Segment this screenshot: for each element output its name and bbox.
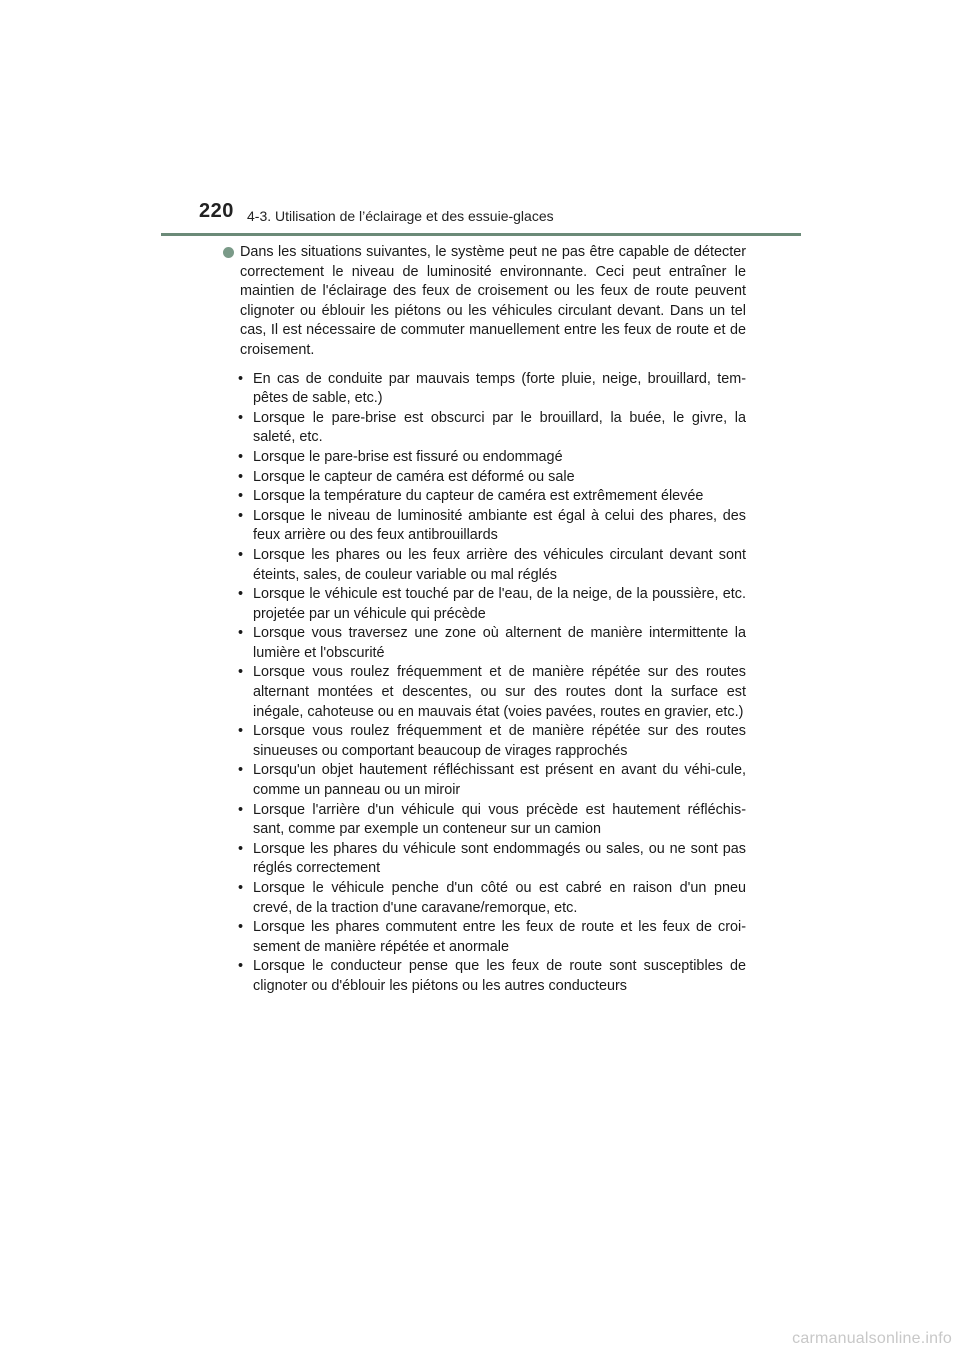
bullet-dot-icon: • [238,448,244,465]
bullet-dot-icon: • [238,546,244,563]
list-item-text: Lorsque les phares du véhicule sont endommagés ou sales, ou ne sont pas réglés correctement [253,840,746,877]
list-item-text: Lorsque le pare-brise est obscurci par le brouillard, la buée, le givre, la saleté, etc. [253,409,746,446]
main-content [230,243,746,997]
bullet-dot-icon: • [238,586,244,603]
list-item-text: Lorsque les phares commutent entre les feux de route et les feux de croi-sement de manière répétée et anormale [253,919,746,955]
bullet-dot-icon: • [238,625,244,642]
list-item [230,546,746,585]
list-item [230,624,746,663]
list-item [230,585,746,624]
bullet-dot-icon: • [238,468,244,485]
list-item-text: Lorsqu'un objet hautement réfléchissant est présent en avant du véhi-cule, comme un panneau ou un miroir [253,762,746,799]
list-item-text: Lorsque le véhicule est touché par de l'eau, de la neige, de la poussière, etc. projetée par un véhicule qui précède [253,586,746,622]
list-item [230,722,746,761]
bullet-dot-icon: • [238,801,244,818]
list-item-text: Lorsque le niveau de luminosité ambiante est égal à celui des phares, des feux arrière ou des feux antibrouillards [253,507,746,544]
bullet-dot-icon: • [238,723,244,740]
list-item [230,448,746,468]
bullet-dot-icon: • [238,409,244,426]
bullet-dot-icon: • [238,880,244,896]
list-item [230,468,746,488]
bullet-dot-icon: • [238,840,244,857]
list-item [230,918,746,957]
list-item-text: Lorsque l'arrière d'un véhicule qui vous précède est hautement réfléchis-sant, comme par exemple un conteneur sur un camion [253,801,746,838]
list-item [230,409,746,448]
watermark: carmanualsonline.info [792,1330,952,1347]
page-number: 220 [199,200,234,222]
bullet-dot-icon: • [238,664,244,681]
list-item [230,370,746,409]
list-item-text: Lorsque le capteur de caméra est déformé ou sale [253,468,575,485]
list-item [230,761,746,800]
list-item-text: Lorsque les phares ou les feux arrière des véhicules circulant devant sont éteints, sales, de couleur variable ou mal réglés [253,546,746,583]
list-item-text: Lorsque le conducteur pense que les feux de route sont susceptibles de clignoter ou d'éblouir les piétons ou les autres conducteurs [253,958,746,994]
list-item [230,487,746,507]
circle-bullet-icon [223,247,234,258]
list-item-text: Lorsque la température du capteur de caméra est extrêmement élevée [253,488,704,505]
list-item [230,507,746,546]
list-item-text: Lorsque le véhicule penche d'un côté ou est cabré en raison d'un pneu crevé, de la traction d'une caravane/remorque, etc. [253,880,746,916]
list-item [230,801,746,840]
section-title: 4-3. Utilisation de l’éclairage et des essuie-glaces [247,208,554,224]
list-item [230,840,746,879]
list-item-text: Lorsque vous roulez fréquemment et de manière répétée sur des routes sinueuses ou comportant beaucoup de virages rapprochés [253,723,746,759]
list-item [230,957,746,996]
bullet-dot-icon: • [238,370,244,387]
list-item-text: Lorsque vous traversez une zone où alternent de manière intermittente la lumière et l'obscurité [253,625,746,661]
bullet-dot-icon: • [238,919,244,936]
list-item-text: Lorsque vous roulez fréquemment et de manière répétée sur des routes alternant montées et descentes, ou sur des routes dont la surface est inégale, cahoteuse ou en mauvais état (voies pavées, routes en gravier, etc.) [253,664,746,720]
bullet-dot-icon: • [238,507,244,524]
list-item [230,879,746,918]
bullet-dot-icon: • [238,488,244,505]
conditions-list [230,370,746,997]
bullet-dot-icon: • [238,762,244,779]
bullet-dot-icon: • [238,958,244,975]
list-item [230,663,746,722]
header-divider [161,233,801,236]
intro-text: Dans les situations suivantes, le système peut ne pas être capable de détecter correctement le niveau de luminosité environnante. Ceci peut entraîner le maintien de l'éclairage des feux de croisement ou les feux de route peuvent clignoter ou éblouir les piétons ou les véhicules circulant devant. Dans un tel cas, Il est nécessaire de commuter manuellement entre les feux de route et de croisement. [240,244,746,358]
list-item-text: En cas de conduite par mauvais temps (forte pluie, neige, brouillard, tem-pêtes de sable, etc.) [253,370,746,407]
page-header [0,196,960,236]
list-item-text: Lorsque le pare-brise est fissuré ou endommagé [253,448,563,465]
intro-paragraph [230,243,746,361]
